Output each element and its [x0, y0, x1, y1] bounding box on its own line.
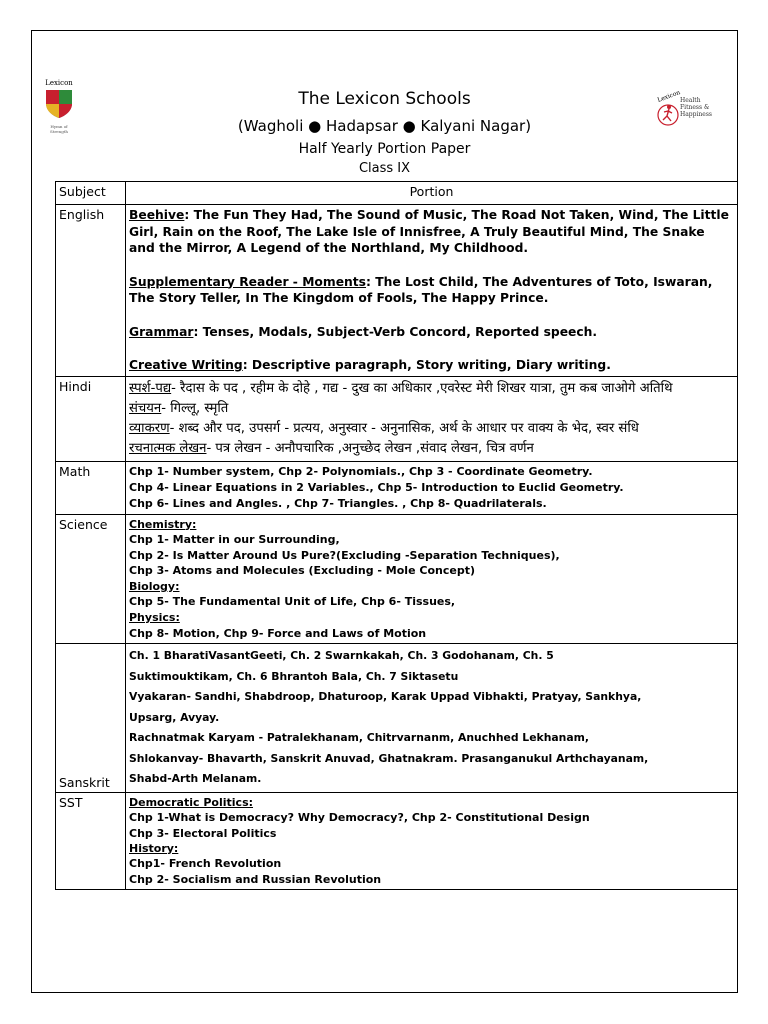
subject-cell: SST — [56, 792, 126, 889]
sparsh-label: स्पर्श-पद्य — [129, 380, 172, 396]
table-row-english — [56, 205, 738, 377]
school-name: The Lexicon Schools — [298, 89, 471, 109]
sst-portion: Democratic Politics: Chp 1-What is Democracy? Why Democracy?, Chp 2- Constitutional Design Chp 3- Electoral Politics History: Chp1- French Revolution Chp 2- Socialism and Russian Revolution — [126, 792, 738, 889]
history-heading: History: — [129, 841, 179, 855]
class-name: Class IX — [358, 161, 411, 176]
creative-writing-text: : Descriptive paragraph, Story writing, Diary writing. — [242, 358, 611, 372]
chemistry-heading: Chemistry: — [129, 517, 197, 531]
english-portion — [126, 205, 738, 377]
subject-cell: Sanskrit — [56, 644, 126, 793]
table-row-science — [56, 514, 738, 644]
science-portion: Chemistry: Chp 1- Matter in our Surrounding, Chp 2- Is Matter Around Us Pure?(Excluding -Separation Techniques), Chp 3- Atoms and Molecules (Excluding - Mole Concept) Biology: Chp 5- The Fundamental Unit of Life, Chp 6- Tissues, Physics: Chp 8- Motion, Chp 9- Force and Laws of Motion — [126, 514, 738, 644]
branch-list: (Wagholi ● Hadapsar ● Kalyani Nagar) — [237, 117, 532, 135]
beehive-text: : The Fun They Had, The Sound of Music, The Road Not Taken, Wind, The Little Girl, Rain on the Roof, The Lake Isle of Innisfree, A Truly Beautiful Mind, The Snake and the Mirror, A Legend of the Northland, My Childhood. — [129, 208, 729, 255]
subject-cell: Science — [56, 514, 126, 644]
subject-column-header: Subject — [56, 182, 126, 205]
table-row-sst — [56, 792, 738, 889]
grammar-text: : Tenses, Modals, Subject-Verb Concord, Reported speech. — [193, 324, 598, 339]
vyakaran-label: व्याकरण — [129, 420, 170, 436]
document-page — [31, 30, 738, 993]
subject-cell: Math — [56, 461, 126, 514]
sanchayan-label: संचयन — [129, 400, 162, 416]
physics-heading: Physics: — [129, 611, 180, 625]
left-logo-text: Lexicon — [45, 79, 73, 87]
supplementary-text: : The Lost Child, The Adventures of Toto, Iswaran, The Story Teller, In The Kingdom of Fools, The Happy Prince. — [129, 274, 713, 305]
subject-cell: English — [56, 205, 126, 377]
right-logo-text: Lexicon — [656, 89, 682, 104]
grammar-label: Grammar — [129, 324, 194, 339]
hindi-portion: स्पर्श-पद्य- रैदास के पद , रहीम के दोहे , गद्य - दुख का अधिकार ,एवरेस्ट मेरी शिखर यात्रा, तुम कब जाओगे अतिथि संचयन- गिल्लू, स्मृति व्याकरण- शब्द और पद, उपसर्ग - प्रत्यय, अनुस्वार - अनुनासिक, अर्थ के आधार पर वाक्य के भेद, स्वर संधि रचनात्मक लेखन- पत्र लेखन - अनौपचारिक ,अनुच्छेद लेखन ,संवाद लेखन, चित्र वर्णन — [126, 376, 738, 461]
portion-column-header: Portion — [126, 182, 738, 205]
table-row-sanskrit — [56, 644, 738, 793]
left-logo-motto: Hymn of Strength — [50, 124, 68, 134]
math-portion: Chp 1- Number system, Chp 2- Polynomials., Chp 3 - Coordinate Geometry. Chp 4- Linear Equations in 2 Variables., Chp 5- Introduction to Euclid Geometry. Chp 6- Lines and Angles. , Chp 7- Triangles. , Chp 8- Quadrilaterals. — [126, 461, 738, 514]
sanskrit-portion: Ch. 1 BharatiVasantGeeti, Ch. 2 Swarnkakah, Ch. 3 Godohanam, Ch. 5 Suktimouktikam, Ch. 6 Bhrantoh Bala, Ch. 7 Siktasetu Vyakaran- Sandhi, Shabdroop, Dhaturoop, Karak Uppad Vibhakti, Pratyay, Sankhya, Upsarg, Avyay. Rachnatmak Karyam - Patralekhanam, Chitrvarnanm, Anuchhed Lekhanam, Shlokanvay- Bhavarth, Sanskrit Anuvad, Ghatnakram. Prasanganukul Arthchayanam, Shabd-Arth Melanam. — [126, 644, 738, 793]
right-logo-tagline: Health Fitness & Happiness — [680, 97, 712, 118]
subject-cell: Hindi — [56, 376, 126, 461]
table-row-hindi — [56, 376, 738, 461]
beehive-label: Beehive — [129, 208, 185, 222]
table-header-row — [56, 182, 738, 205]
biology-heading: Biology: — [129, 579, 180, 593]
portion-table — [55, 181, 738, 890]
rachnatmak-label: रचनात्मक लेखन — [129, 440, 207, 456]
creative-writing-label: Creative Writing — [129, 358, 243, 372]
supplementary-label: Supplementary Reader - Moments — [129, 274, 366, 289]
paper-title: Half Yearly Portion Paper — [298, 141, 471, 157]
democratic-politics-heading: Democratic Politics: — [129, 795, 254, 809]
table-row-math — [56, 461, 738, 514]
